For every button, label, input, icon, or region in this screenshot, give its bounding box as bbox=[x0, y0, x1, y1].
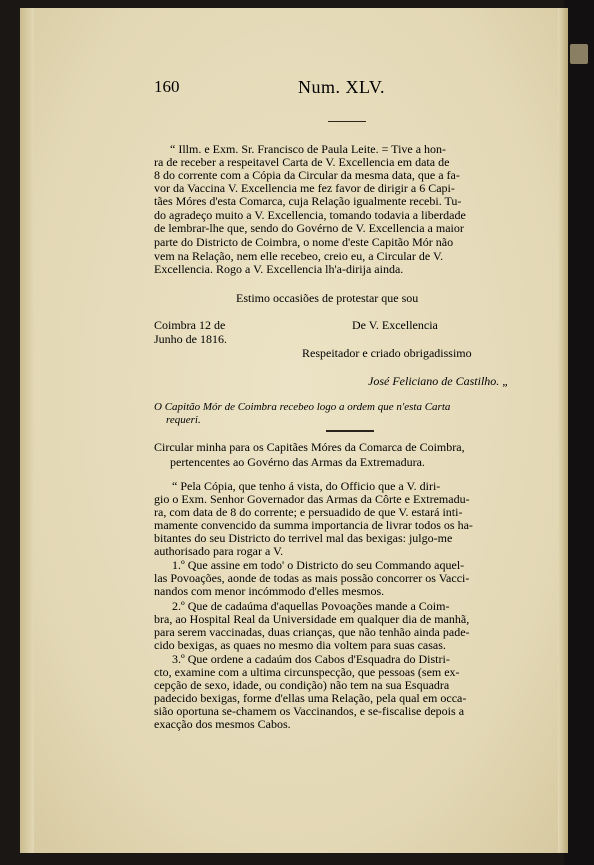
header-rule bbox=[328, 121, 366, 122]
book-clasp bbox=[570, 44, 588, 64]
section-rule bbox=[326, 430, 374, 432]
page-number: 160 bbox=[154, 77, 180, 96]
letter-signature: José Feliciano de Castilho. „ bbox=[368, 374, 509, 388]
circular-line: 1.º Que assine em todo' o Districto do seu Commando aquel- bbox=[172, 558, 465, 572]
circular-line: 3.º Que ordene a cadaúm dos Cabos d'Esquadra do Distri- bbox=[172, 652, 450, 666]
circular-line: para serem vaccinadas, duas crianças, que não tenhão ainda pade- bbox=[154, 625, 470, 639]
letter-line: parte do Districto de Coimbra, o nome d'este Capitão Mór não bbox=[154, 235, 454, 249]
circular-line: 2.º Que de cadaúma d'aquellas Povoações mande a Coim- bbox=[172, 599, 450, 613]
letter-line: vem na Relação, nem elle recebeo, creio eu, a Circular de V. bbox=[154, 249, 444, 263]
circular-line: padecido bexigas, forme d'ellas uma Relação, pela qual em occa- bbox=[154, 691, 467, 705]
letter-line: “ Illm. e Exm. Sr. Francisco de Paula Leite. = Tive a hon- bbox=[170, 142, 447, 156]
circular-line: mamente convencido da summa importancia de livrar todos os ha- bbox=[154, 518, 473, 532]
letter-line: 8 do corrente com a Cópia da Circular da mesma data, que a fa- bbox=[154, 168, 460, 182]
circular-line: gio o Exm. Senhor Governador das Armas da Côrte e Extremadu- bbox=[154, 492, 470, 506]
note-line: O Capitão Mór de Coimbra recebeo logo a ordem que n'esta Carta bbox=[154, 401, 451, 413]
circular-line: authorisado para rogar a V. bbox=[154, 544, 284, 558]
letter-line: de lembrar-lhe que, sendo do Govérno de V. Excellencia a maior bbox=[154, 221, 464, 235]
letter-closing: Estimo occasiões de protestar que sou bbox=[236, 291, 419, 305]
circular-line: ra, com data de 8 do corrente; e persuadido de que V. estará inti- bbox=[154, 505, 463, 519]
letter-line: do agradeço muito a V. Excellencia, tomando todavia a liberdade bbox=[154, 208, 466, 222]
circular-line: cepção de sexo, idade, ou condição) não tem na sua Esquadra bbox=[154, 678, 450, 692]
letter-line: tães Móres d'esta Comarca, cuja Relação igualmente recebi. Tu- bbox=[154, 194, 462, 208]
circular-line: “ Pela Cópia, que tenho á vista, do Officio que a V. diri- bbox=[172, 479, 441, 493]
circular-heading: pertencentes ao Govérno das Armas da Extremadura. bbox=[170, 455, 425, 469]
letter-line: vor da Vaccina V. Excellencia me fez favor de dirigir a 6 Capi- bbox=[154, 181, 455, 195]
letter-line: ra de receber a respeitavel Carta de V. Excellencia em data de bbox=[154, 155, 450, 169]
circular-line: cido bexigas, as quaes no mesmo dia voltem para suas casas. bbox=[154, 638, 446, 652]
note-line: requeri. bbox=[166, 414, 201, 426]
circular-heading: Circular minha para os Capitães Móres da Comarca de Coimbra, bbox=[154, 440, 465, 454]
circular-line: nandos com menor incómmodo d'elles mesmos. bbox=[154, 584, 385, 598]
letter-respectful: Respeitador e criado obrigadissimo bbox=[302, 346, 472, 360]
circular-line: las Povoações, aonde de todas as mais possão concorrer os Vacci- bbox=[154, 571, 470, 585]
letter-line: Excellencia. Rogo a V. Excellencia lh'a-dirija ainda. bbox=[154, 262, 404, 276]
page-gutter bbox=[20, 8, 34, 853]
book-page bbox=[20, 8, 568, 853]
letter-place-date: Coimbra 12 de bbox=[154, 318, 226, 332]
letter-salutation: De V. Excellencia bbox=[352, 318, 438, 332]
circular-line: cto, examine com a ultima circunspecção, que pessoas (sem ex- bbox=[154, 665, 460, 679]
letter-place-date: Junho de 1816. bbox=[154, 332, 227, 346]
circular-line: bra, ao Hospital Real da Universidade em qualquer dia de manhã, bbox=[154, 612, 470, 626]
circular-line: sião oportuna se-chamem os Vaccinandos, e se-fiscalise depois a bbox=[154, 704, 465, 718]
circular-line: bitantes do seu Districto do terrivel mal das bexigas: julgo-me bbox=[154, 531, 453, 545]
scan-background-strip bbox=[564, 0, 594, 865]
circular-line: exacção dos mesmos Cabos. bbox=[154, 717, 291, 731]
document-number-title: Num. XLV. bbox=[298, 77, 386, 97]
page-edge bbox=[558, 8, 568, 853]
